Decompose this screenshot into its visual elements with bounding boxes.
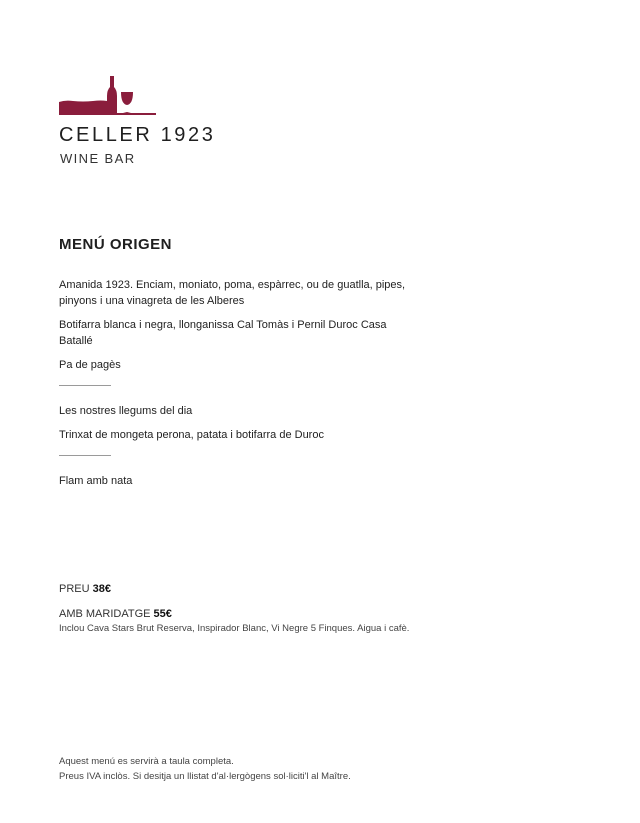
menu-item: Amanida 1923. Enciam, moniato, poma, espàrrec, ou de guatlla, pipes, pinyons i una vinagreta de les Alberes: [59, 279, 406, 307]
menu-item: Botifarra blanca i negra, llonganissa Cal Tomàs i Pernil Duroc Casa Batallé: [59, 319, 387, 347]
menu-courses: [59, 277, 419, 497]
course-divider: [59, 385, 111, 386]
pairing-value: 55€: [153, 608, 172, 620]
footer-line: Aquest menú es servirà a taula completa.: [59, 756, 234, 767]
menu-item: Pa de pagès: [59, 359, 121, 371]
brand-name: CELLER 1923: [59, 124, 216, 146]
course-divider: [59, 455, 111, 456]
price-label: PREU: [59, 583, 90, 595]
price-line: [59, 583, 111, 595]
logo-wine-bottle-glass-icon: [59, 74, 159, 118]
pairing-label: AMB MARIDATGE: [59, 608, 151, 620]
footer-line: Preus IVA inclòs. Si desitja un llistat d'al·lergògens sol·liciti'l al Maître.: [59, 771, 351, 782]
pairing-line: [59, 608, 172, 620]
footer-notes: [59, 754, 351, 784]
menu-item: Les nostres llegums del dia: [59, 405, 193, 417]
pairing-note: Inclou Cava Stars Brut Reserva, Inspirador Blanc, Vi Negre 5 Finques. Aigua i cafè.: [59, 623, 410, 634]
menu-title: MENÚ ORIGEN: [59, 236, 173, 253]
menu-item: Flam amb nata: [59, 475, 133, 487]
brand-subtitle: WINE BAR: [60, 151, 136, 166]
price-value: 38€: [92, 583, 111, 595]
menu-item: Trinxat de mongeta perona, patata i botifarra de Duroc: [59, 429, 324, 441]
